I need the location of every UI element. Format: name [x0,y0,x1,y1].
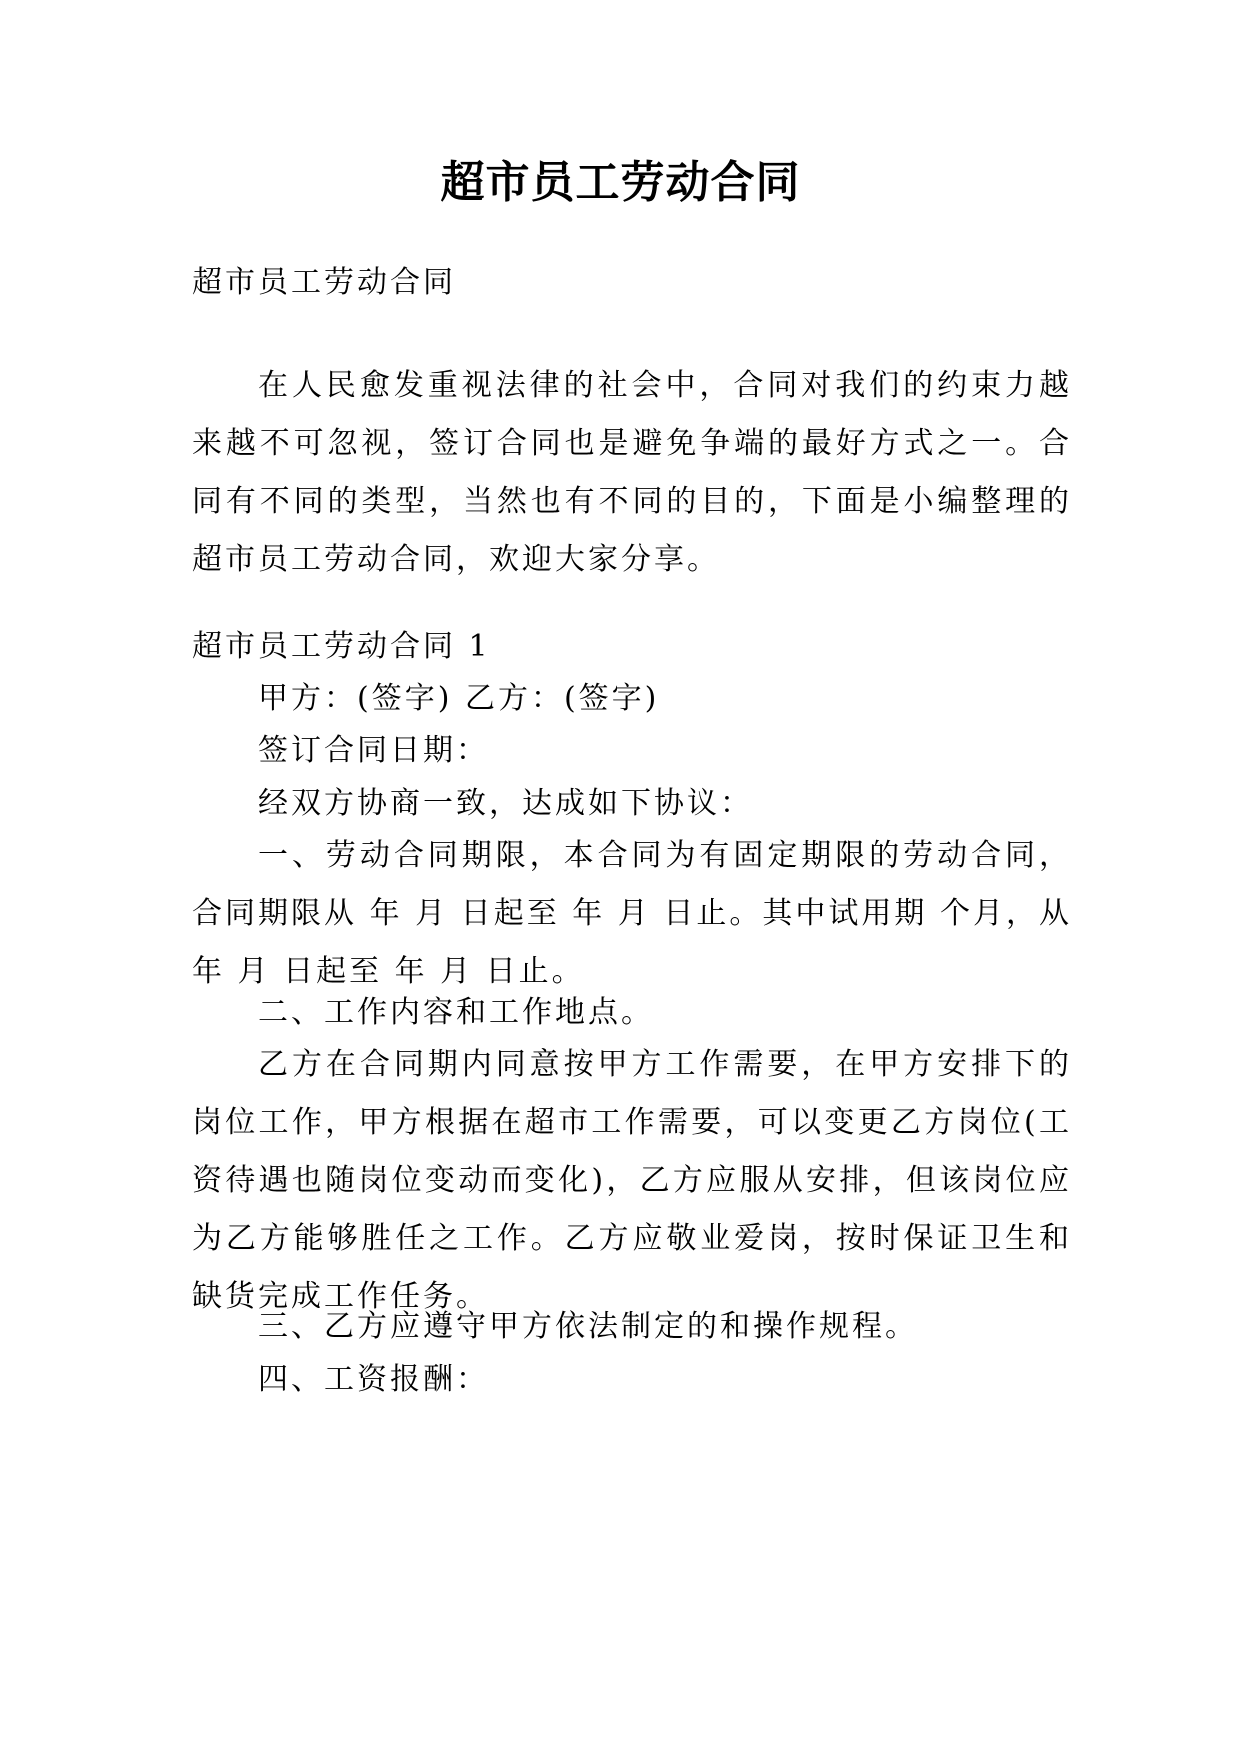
intro-paragraph: 在人民愈发重视法律的社会中，合同对我们的约束力越来越不可忽视，签订合同也是避免争端的最好方式之一。合同有不同的类型，当然也有不同的目的，下面是小编整理的超市员工劳动合同，欢迎大家分享。 [192,368,1072,577]
clause-1: 一、劳动合同期限，本合同为有固定期限的劳动合同，合同期限从 年 月 日起至 年 月 日止。其中试用期 个月，从 年 月 日起至 年 月 日止。 [192,838,1072,989]
document-title: 超市员工劳动合同 [440,157,801,208]
clause-2-heading: 二、工作内容和工作地点。 [258,995,654,1030]
section-heading: 超市员工劳动合同 1 [192,629,491,664]
sign-date-line: 签订合同日期： [258,733,489,768]
clause-2-body: 乙方在合同期内同意按甲方工作需要，在甲方安排下的岗位工作，甲方根据在超市工作需要，可以变更乙方岗位(工资待遇也随岗位变动而变化)，乙方应服从安排，但该岗位应为乙方能够胜任之工作。乙方应敬业爱岗，按时保证卫生和缺货完成工作任务。 [192,1047,1072,1314]
document-subtitle: 超市员工劳动合同 [192,265,456,300]
clause-3: 三、乙方应遵守甲方依法制定的和操作规程。 [258,1309,918,1344]
agreement-line: 经双方协商一致，达成如下协议： [258,786,753,821]
parties-line: 甲方：(签字) 乙方：(签字) [258,681,660,716]
clause-4: 四、工资报酬： [258,1362,489,1397]
